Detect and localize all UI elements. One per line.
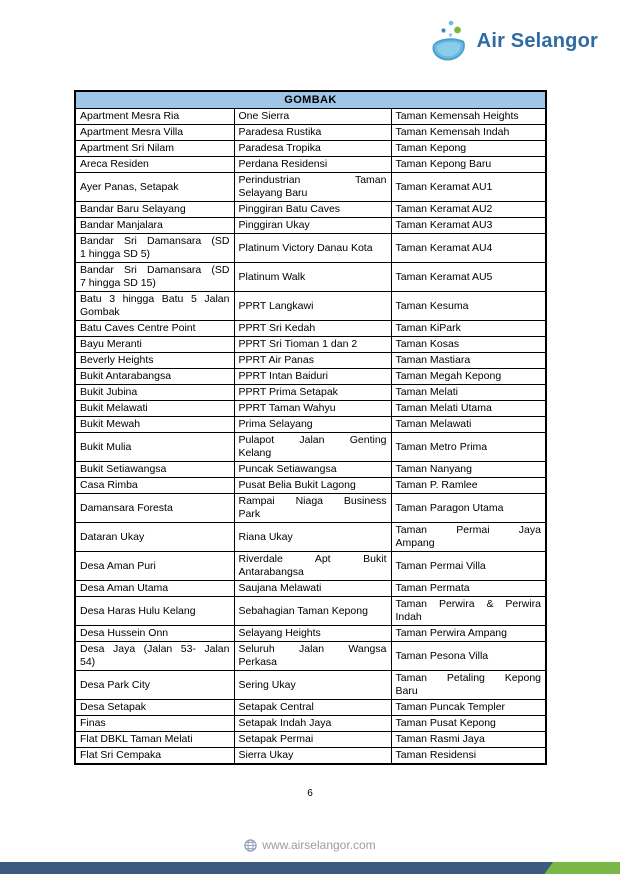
bottom-bar-blue-segment [0, 862, 620, 874]
table-cell: Riana Ukay [234, 523, 391, 552]
table-title: GOMBAK [75, 91, 546, 109]
table-cell: Casa Rimba [75, 478, 234, 494]
water-splash-icon [428, 18, 470, 64]
table-row [75, 478, 546, 494]
table-row [75, 417, 546, 433]
table-cell: Taman Perwira Ampang [391, 626, 546, 642]
table-cell: Beverly Heights [75, 353, 234, 369]
table-cell: Taman Kesuma [391, 292, 546, 321]
table-cell: Taman Pesona Villa [391, 642, 546, 671]
table-cell: Desa Aman Puri [75, 552, 234, 581]
table-row [75, 671, 546, 700]
table-cell: Taman Pusat Kepong [391, 716, 546, 732]
table-cell: Taman Kepong Baru [391, 157, 546, 173]
table-header-row [75, 91, 546, 109]
footer-website: www.airselangor.com [262, 838, 376, 852]
table-row [75, 109, 546, 125]
table-cell: Rampai Niaga Business Park [234, 494, 391, 523]
table-cell: Pinggiran Batu Caves [234, 202, 391, 218]
table-cell: Paradesa Rustika [234, 125, 391, 141]
table-cell: Prima Selayang [234, 417, 391, 433]
table-cell: Taman Rasmi Jaya [391, 732, 546, 748]
table-cell: Setapak Central [234, 700, 391, 716]
table-row [75, 401, 546, 417]
table-cell: Taman Petaling Kepong Baru [391, 671, 546, 700]
table-row [75, 748, 546, 765]
table-cell: Taman Paragon Utama [391, 494, 546, 523]
globe-icon [244, 839, 257, 852]
table-cell: Taman Megah Kepong [391, 369, 546, 385]
table-cell: Riverdale Apt Bukit Antarabangsa [234, 552, 391, 581]
table-cell: PPRT Intan Baiduri [234, 369, 391, 385]
table-cell: One Sierra [234, 109, 391, 125]
table-cell: Bandar Sri Damansara (SD 7 hingga SD 15) [75, 263, 234, 292]
table-cell: Taman Kosas [391, 337, 546, 353]
table-cell: Pulapot Jalan Genting Kelang [234, 433, 391, 462]
table-cell: Batu 3 hingga Batu 5 Jalan Gombak [75, 292, 234, 321]
table-row [75, 597, 546, 626]
table-cell: Dataran Ukay [75, 523, 234, 552]
table-cell: Apartment Sri Nilam [75, 141, 234, 157]
table-cell: Bukit Mulia [75, 433, 234, 462]
table-cell: Taman Nanyang [391, 462, 546, 478]
table-cell: Taman Keramat AU3 [391, 218, 546, 234]
table-row [75, 626, 546, 642]
table-cell: Bayu Meranti [75, 337, 234, 353]
table-row [75, 523, 546, 552]
table-cell: Taman Melati [391, 385, 546, 401]
table-row [75, 732, 546, 748]
table-cell: PPRT Taman Wahyu [234, 401, 391, 417]
table-row [75, 369, 546, 385]
bottom-bar [0, 862, 620, 874]
table-cell: Sebahagian Taman Kepong [234, 597, 391, 626]
table-cell: Ayer Panas, Setapak [75, 173, 234, 202]
table-cell: Flat Sri Cempaka [75, 748, 234, 765]
brand-name: Air Selangor [476, 29, 598, 52]
table-cell: PPRT Prima Setapak [234, 385, 391, 401]
table-cell: PPRT Langkawi [234, 292, 391, 321]
table-row [75, 716, 546, 732]
table-cell: Taman P. Ramlee [391, 478, 546, 494]
table-cell: Taman Melawati [391, 417, 546, 433]
region-table [74, 90, 547, 765]
table-cell: Selayang Heights [234, 626, 391, 642]
table-cell: Batu Caves Centre Point [75, 321, 234, 337]
table-cell: Desa Aman Utama [75, 581, 234, 597]
table-cell: Bukit Setiawangsa [75, 462, 234, 478]
table-cell: Bandar Manjalara [75, 218, 234, 234]
table-cell: Sering Ukay [234, 671, 391, 700]
table-cell: Taman Keramat AU2 [391, 202, 546, 218]
table-cell: Bukit Mewah [75, 417, 234, 433]
table-cell: Bukit Melawati [75, 401, 234, 417]
table-row [75, 552, 546, 581]
table-cell: Damansara Foresta [75, 494, 234, 523]
table-cell: Puncak Setiawangsa [234, 462, 391, 478]
table-cell: Taman Perwira & Perwira Indah [391, 597, 546, 626]
table-row [75, 234, 546, 263]
table-cell: Taman KiPark [391, 321, 546, 337]
table-cell: Taman Keramat AU1 [391, 173, 546, 202]
table-cell: Taman Mastiara [391, 353, 546, 369]
table-cell: Taman Kemensah Indah [391, 125, 546, 141]
table-cell: Setapak Indah Jaya [234, 716, 391, 732]
table-cell: Taman Kemensah Heights [391, 109, 546, 125]
table-cell: Taman Kepong [391, 141, 546, 157]
table-row [75, 125, 546, 141]
table-cell: Taman Keramat AU5 [391, 263, 546, 292]
table-cell: Perindustrian Taman Selayang Baru [234, 173, 391, 202]
table-cell: Perdana Residensi [234, 157, 391, 173]
table-row [75, 157, 546, 173]
table-cell: Apartment Mesra Ria [75, 109, 234, 125]
table-row [75, 337, 546, 353]
table-cell: Desa Setapak [75, 700, 234, 716]
table-cell: Desa Hussein Onn [75, 626, 234, 642]
table-cell: Taman Melati Utama [391, 401, 546, 417]
table-cell: Areca Residen [75, 157, 234, 173]
air-selangor-logo [428, 18, 598, 64]
page-footer [0, 838, 620, 852]
table-row [75, 642, 546, 671]
table-cell: Taman Permata [391, 581, 546, 597]
table-row [75, 263, 546, 292]
table-cell: Desa Jaya (Jalan 53- Jalan 54) [75, 642, 234, 671]
table-cell: Pinggiran Ukay [234, 218, 391, 234]
table-cell: PPRT Sri Tioman 1 dan 2 [234, 337, 391, 353]
table-row [75, 700, 546, 716]
table-cell: Platinum Walk [234, 263, 391, 292]
table-cell: Bukit Jubina [75, 385, 234, 401]
table-row [75, 353, 546, 369]
table-cell: PPRT Air Panas [234, 353, 391, 369]
table-row [75, 494, 546, 523]
region-table-body [75, 109, 546, 765]
table-row [75, 292, 546, 321]
table-cell: Desa Haras Hulu Kelang [75, 597, 234, 626]
table-cell: Platinum Victory Danau Kota [234, 234, 391, 263]
table-cell: Taman Metro Prima [391, 433, 546, 462]
table-cell: PPRT Sri Kedah [234, 321, 391, 337]
table-cell: Apartment Mesra Villa [75, 125, 234, 141]
table-cell: Saujana Melawati [234, 581, 391, 597]
table-row [75, 385, 546, 401]
table-row [75, 581, 546, 597]
table-row [75, 218, 546, 234]
table-cell: Finas [75, 716, 234, 732]
table-cell: Taman Puncak Templer [391, 700, 546, 716]
table-cell: Taman Permai Jaya Ampang [391, 523, 546, 552]
table-cell: Bukit Antarabangsa [75, 369, 234, 385]
page-number: 6 [307, 788, 313, 799]
table-cell: Seluruh Jalan Wangsa Perkasa [234, 642, 391, 671]
table-cell: Sierra Ukay [234, 748, 391, 765]
table-row [75, 141, 546, 157]
table-row [75, 433, 546, 462]
table-cell: Taman Permai Villa [391, 552, 546, 581]
table-cell: Bandar Baru Selayang [75, 202, 234, 218]
table-row [75, 462, 546, 478]
table-cell: Setapak Permai [234, 732, 391, 748]
table-cell: Taman Keramat AU4 [391, 234, 546, 263]
table-row [75, 321, 546, 337]
table-cell: Pusat Belia Bukit Lagong [234, 478, 391, 494]
table-row [75, 173, 546, 202]
table-cell: Paradesa Tropika [234, 141, 391, 157]
table-cell: Flat DBKL Taman Melati [75, 732, 234, 748]
table-cell: Taman Residensi [391, 748, 546, 765]
table-row [75, 202, 546, 218]
table-cell: Desa Park City [75, 671, 234, 700]
table-cell: Bandar Sri Damansara (SD 1 hingga SD 5) [75, 234, 234, 263]
